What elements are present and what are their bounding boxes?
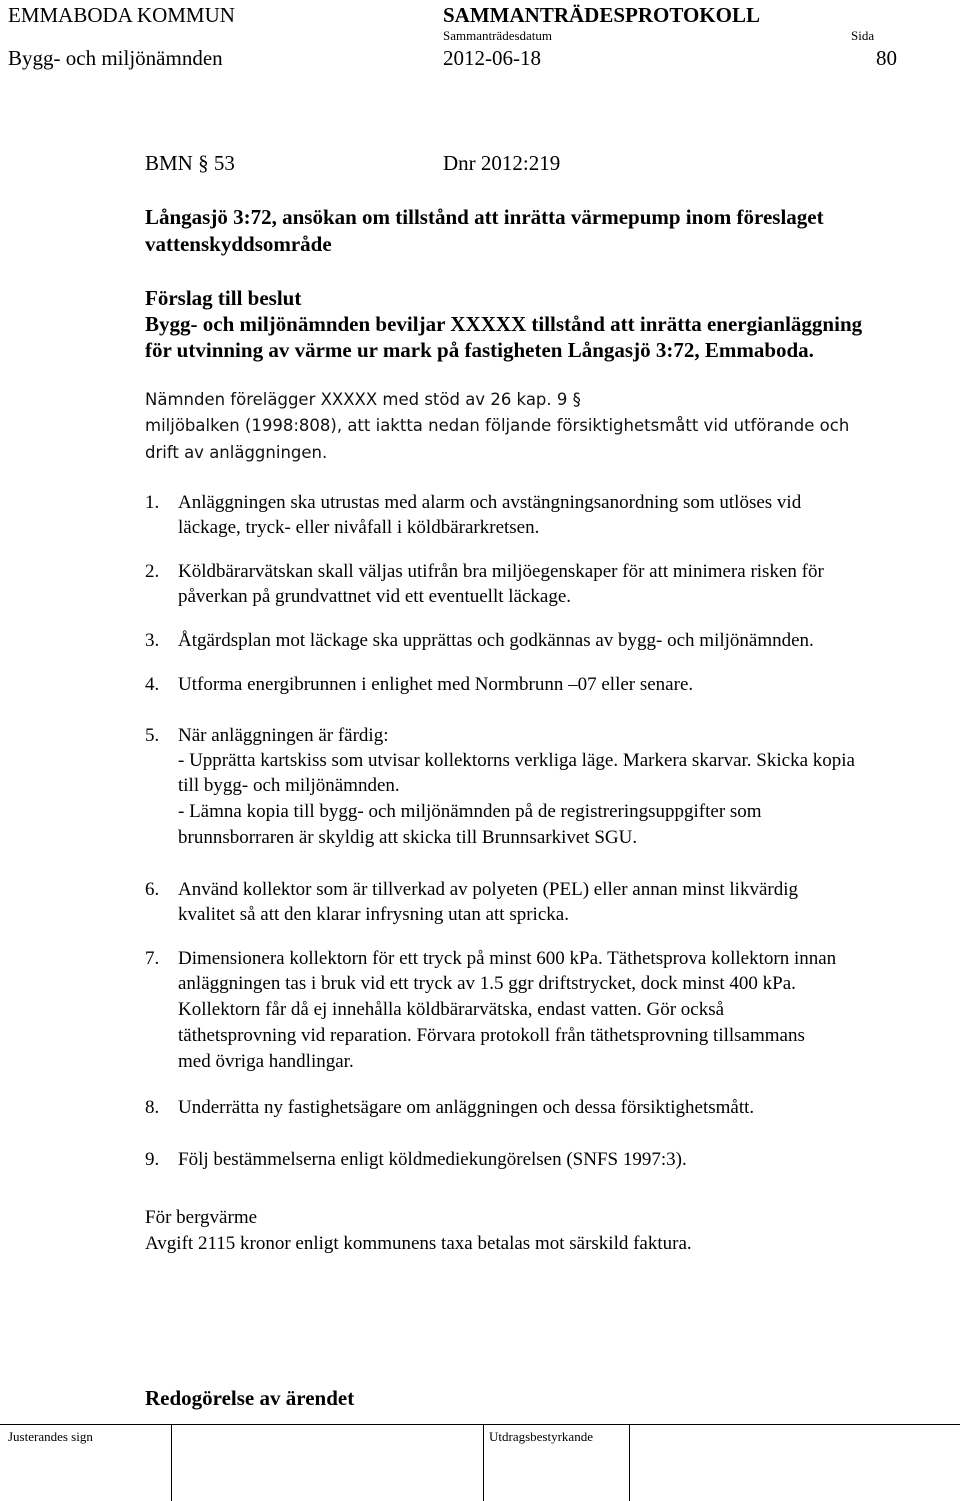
diary-number: Dnr 2012:219 — [443, 151, 561, 175]
document-type: SAMMANTRÄDESPROTOKOLL — [443, 3, 760, 27]
list-item-line: - Upprätta kartskiss som utvisar kollektorns verkliga läge. Markera skarvar. Skicka kopia — [178, 750, 855, 771]
list-item-line: När anläggningen är färdig: — [178, 725, 389, 746]
page-label: Sida — [851, 28, 875, 43]
injunction-line-3: drift av anläggningen. — [145, 443, 328, 462]
footer-divider — [483, 1424, 484, 1501]
list-item-line: till bygg- och miljönämnden. — [178, 775, 400, 796]
list-item-line: - Lämna kopia till bygg- och miljönämnden på de registreringsuppgifter som — [178, 801, 762, 822]
list-item-line: Dimensionera kollektorn för ett tryck på minst 600 kPa. Täthetsprova kollektorn innan — [178, 948, 837, 969]
list-item-number: 7. — [145, 948, 160, 969]
fee-heading: För bergvärme — [145, 1207, 258, 1228]
list-item-line: Åtgärdsplan mot läckage ska upprättas och godkännas av bygg- och miljönämnden. — [178, 630, 814, 651]
case-title-line-2: vattenskyddsområde — [145, 232, 332, 256]
injunction-line-2: miljöbalken (1998:808), att iaktta nedan följande försiktighetsmått vid utförande och — [145, 416, 850, 435]
list-item-line: påverkan på grundvattnet vid ett eventuellt läckage. — [178, 586, 572, 607]
list-item-line: med övriga handlingar. — [178, 1051, 354, 1072]
proposal-line-1: Bygg- och miljönämnden beviljar XXXXX tillstånd att inrätta energianläggning — [145, 312, 863, 336]
case-number: BMN § 53 — [145, 151, 235, 175]
proposal-line-2: för utvinning av värme ur mark på fastigheten Långasjö 3:72, Emmaboda. — [145, 338, 814, 362]
list-item-number: 9. — [145, 1149, 160, 1170]
list-item-line: Köldbärarvätskan skall väljas utifrån bra miljöegenskaper för att minimera risken för — [178, 561, 824, 582]
list-item-number: 2. — [145, 561, 160, 582]
signature-label: Justerandes sign — [8, 1429, 93, 1444]
list-item-line: täthetsprovning vid reparation. Förvara protokoll från täthetsprovning tillsammans — [178, 1025, 805, 1046]
list-item-number: 5. — [145, 725, 160, 746]
injunction-line-1: Nämnden förelägger XXXXX med stöd av 26 kap. 9 § — [145, 390, 581, 409]
fee-text: Avgift 2115 kronor enligt kommunens taxa betalas mot särskild faktura. — [145, 1233, 692, 1254]
date-label: Sammanträdesdatum — [443, 28, 553, 43]
page-number: 80 — [876, 46, 897, 70]
list-item-line: Följ bestämmelserna enligt köldmediekungörelsen (SNFS 1997:3). — [178, 1149, 687, 1170]
list-item-number: 3. — [145, 630, 160, 651]
proposal-heading: Förslag till beslut — [145, 286, 302, 310]
list-item-line: Underrätta ny fastighetsägare om anläggningen och dessa försiktighetsmått. — [178, 1097, 755, 1118]
list-item-line: Anläggningen ska utrustas med alarm och avstängningsanordning som utlöses vid — [178, 492, 802, 513]
list-item-number: 6. — [145, 879, 160, 900]
footer-divider — [629, 1424, 630, 1501]
list-item-line: brunnsborraren är skyldig att skicka till Brunnsarkivet SGU. — [178, 827, 638, 848]
list-item-line: kvalitet så att den klarar infrysning utan att spricka. — [178, 904, 569, 925]
extract-certification-label: Utdragsbestyrkande — [489, 1429, 593, 1444]
list-item-line: Använd kollektor som är tillverkad av polyeten (PEL) eller annan minst likvärdig — [178, 879, 798, 900]
list-item-line: läckage, tryck- eller nivåfall i köldbärarkretsen. — [178, 517, 540, 538]
footer-divider — [0, 1424, 960, 1425]
list-item-line: anläggningen tas i bruk vid ett tryck av 1.5 ggr driftstrycket, dock minst 400 kPa. — [178, 973, 796, 994]
footer-divider — [171, 1424, 172, 1501]
list-item-number: 8. — [145, 1097, 160, 1118]
org-name: EMMABODA KOMMUN — [8, 3, 235, 27]
case-title-line-1: Långasjö 3:72, ansökan om tillstånd att inrätta värmepump inom föreslaget — [145, 205, 824, 229]
meeting-date: 2012-06-18 — [443, 46, 541, 70]
list-item-number: 1. — [145, 492, 160, 513]
report-heading: Redogörelse av ärendet — [145, 1386, 355, 1410]
list-item-number: 4. — [145, 674, 160, 695]
list-item-line: Kollektorn får då ej innehålla köldbärarvätska, endast vatten. Gör också — [178, 999, 725, 1020]
committee-name: Bygg- och miljönämnden — [8, 46, 223, 70]
list-item-line: Utforma energibrunnen i enlighet med Normbrunn –07 eller senare. — [178, 674, 694, 695]
